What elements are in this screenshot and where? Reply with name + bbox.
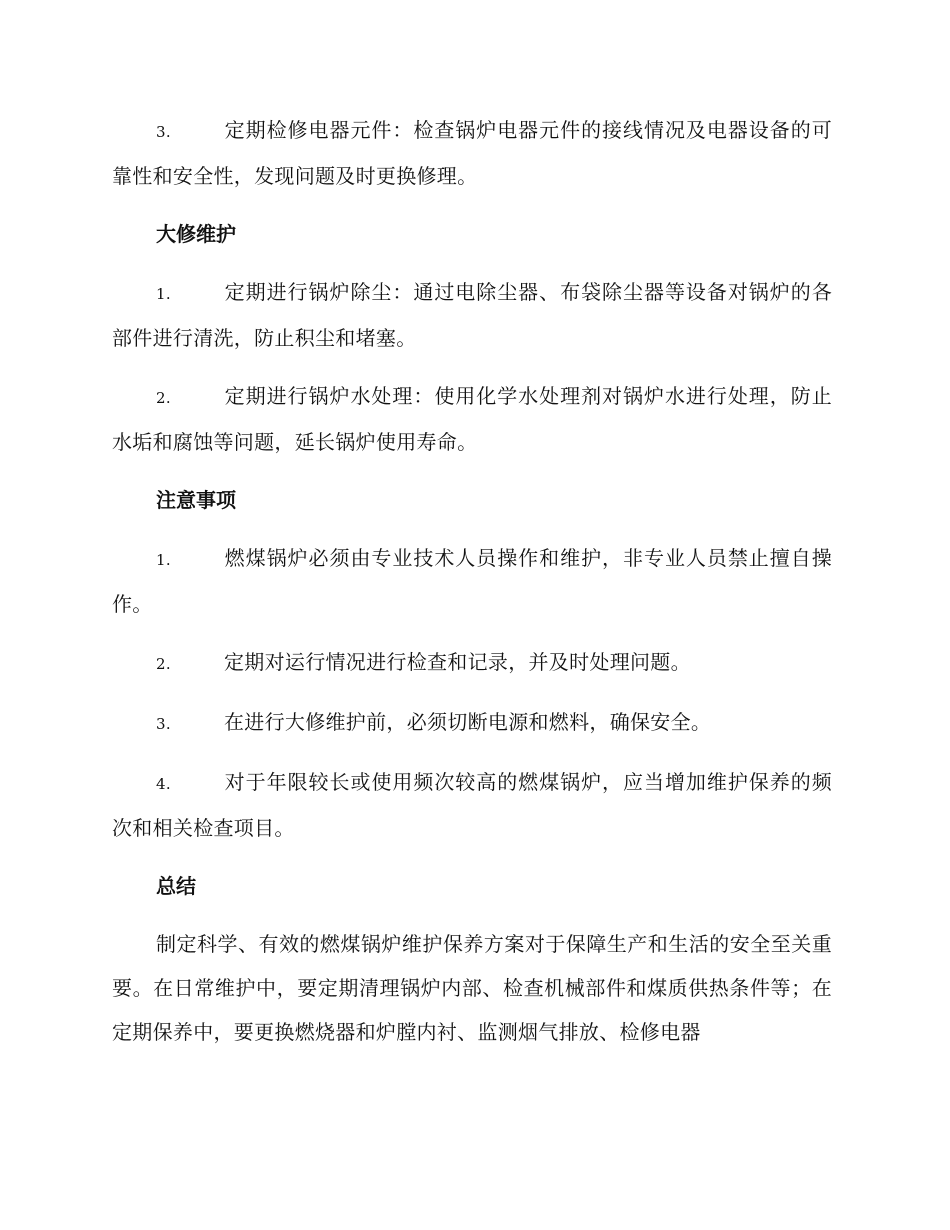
list-text: 定期检修电器元件：检查锅炉电器元件的接线情况及电器设备的可靠性和安全性，发现问题及时更换修理。 (112, 118, 832, 188)
list-number: 4. (156, 775, 171, 793)
section-heading-overhaul: 大修维护 (156, 222, 236, 246)
list-number: 2. (156, 389, 171, 407)
list-item (112, 640, 832, 686)
list-text: 在进行大修维护前，必须切断电源和燃料，确保安全。 (224, 710, 712, 734)
list-text: 定期进行锅炉除尘：通过电除尘器、布袋除尘器等设备对锅炉的各部件进行清洗，防止积尘和堵塞。 (112, 280, 832, 350)
list-item (112, 108, 832, 198)
document-page (112, 108, 832, 1054)
list-text: 定期进行锅炉水处理：使用化学水处理剂对锅炉水进行处理，防止水垢和腐蚀等问题，延长锅炉使用寿命。 (112, 384, 832, 454)
list-number: 3. (156, 715, 171, 733)
list-number: 1. (156, 285, 171, 303)
list-text: 定期对运行情况进行检查和记录，并及时处理问题。 (224, 650, 691, 674)
section-heading-summary: 总结 (156, 874, 196, 898)
list-item (112, 760, 832, 850)
list-text: 对于年限较长或使用频次较高的燃煤锅炉，应当增加维护保养的频次和相关检查项目。 (112, 770, 832, 840)
list-text: 燃煤锅炉必须由专业技术人员操作和维护，非专业人员禁止擅自操作。 (112, 546, 832, 616)
list-number: 3. (156, 123, 171, 141)
list-number: 1. (156, 551, 171, 569)
summary-paragraph: 制定科学、有效的燃煤锅炉维护保养方案对于保障生产和生活的安全至关重要。在日常维护中，要定期清理锅炉内部、检查机械部件和煤质供热条件等；在定期保养中，要更换燃烧器和炉膛内衬、监测烟气排放、检修电器 (112, 932, 832, 1044)
list-item (112, 536, 832, 626)
list-item (112, 700, 832, 746)
list-number: 2. (156, 655, 171, 673)
list-item (112, 374, 832, 464)
section-heading-notes: 注意事项 (156, 488, 236, 512)
list-item (112, 270, 832, 360)
